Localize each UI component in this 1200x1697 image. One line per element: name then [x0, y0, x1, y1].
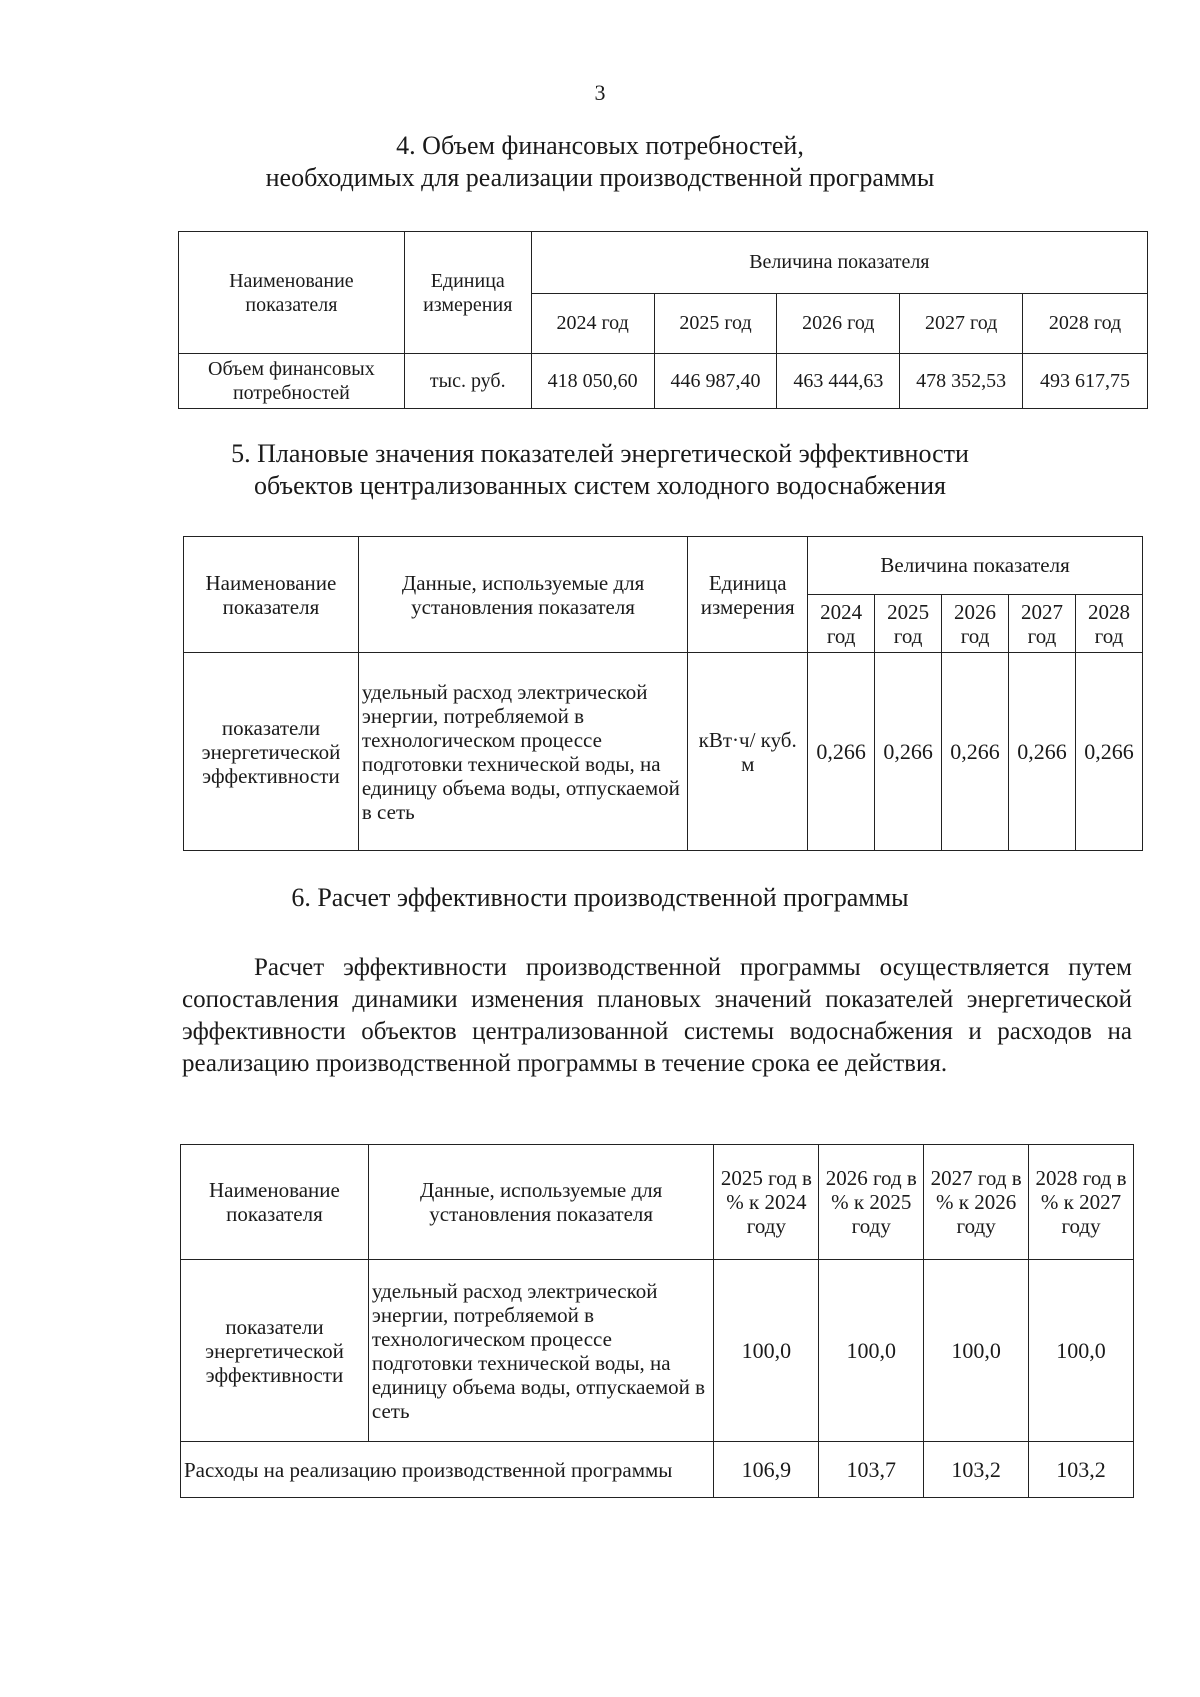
- year-header: 2024 год: [531, 294, 654, 354]
- value-cell: 100,0: [819, 1260, 924, 1442]
- year-header: 2025 год: [654, 294, 777, 354]
- value-cell: 0,266: [1075, 653, 1142, 851]
- row-name: показатели энергетической эффективности: [184, 653, 359, 851]
- header-unit: Единица измерения: [404, 232, 531, 354]
- period-header: 2028 год в % к 2027 году: [1029, 1145, 1134, 1260]
- row2-name: Расходы на реализацию производственной программы: [181, 1442, 714, 1498]
- row-data: удельный расход электрической энергии, потребляемой в технологическом процессе подготовки технической воды, на единицу объема воды, отпускаемой в сеть: [358, 653, 687, 851]
- value-cell: 463 444,63: [777, 354, 900, 409]
- section-6-title-line: 6. Расчет эффективности производственной программы: [291, 883, 909, 912]
- period-header: 2025 год в % к 2024 году: [714, 1145, 819, 1260]
- header-data: Данные, используемые для установления показателя: [368, 1145, 714, 1260]
- year-header: 2026 год: [942, 595, 1009, 653]
- section-4-title-line2: необходимых для реализации производственной программы: [265, 163, 935, 192]
- header-data: Данные, используемые для установления показателя: [358, 537, 687, 653]
- row1-name: показатели энергетической эффективности: [181, 1260, 369, 1442]
- section-5-title-line1: 5. Плановые значения показателей энергетической эффективности: [231, 439, 969, 468]
- header-name: Наименование показателя: [184, 537, 359, 653]
- header-name: Наименование показателя: [181, 1145, 369, 1260]
- row1-data: удельный расход электрической энергии, потребляемой в технологическом процессе подготовки технической воды, на единицу объема воды, отпускаемой в сеть: [368, 1260, 714, 1442]
- value-cell: 0,266: [1009, 653, 1076, 851]
- year-header: 2028 год: [1075, 595, 1142, 653]
- section-4-title-line1: 4. Объем финансовых потребностей,: [396, 131, 804, 160]
- financial-needs-table: [178, 231, 1148, 409]
- period-header: 2026 год в % к 2025 году: [819, 1145, 924, 1260]
- value-cell: 478 352,53: [900, 354, 1023, 409]
- row-name: Объем финансовых потребностей: [179, 354, 405, 409]
- value-cell: 418 050,60: [531, 354, 654, 409]
- page-number: 3: [594, 80, 606, 105]
- energy-efficiency-table: [183, 536, 1143, 851]
- value-cell: 100,0: [714, 1260, 819, 1442]
- year-header: 2027 год: [1009, 595, 1076, 653]
- section-5-title-line2: объектов централизованных систем холодного водоснабжения: [254, 471, 946, 500]
- value-cell: 0,266: [808, 653, 875, 851]
- section-6-title: [0, 882, 1200, 914]
- section-5-title: [0, 438, 1200, 502]
- efficiency-calculation-table: [180, 1144, 1134, 1498]
- value-cell: 100,0: [1029, 1260, 1134, 1442]
- year-header: 2024 год: [808, 595, 875, 653]
- value-cell: 493 617,75: [1023, 354, 1148, 409]
- value-cell: 106,9: [714, 1442, 819, 1498]
- year-header: 2025 год: [875, 595, 942, 653]
- value-cell: 0,266: [875, 653, 942, 851]
- header-value: Величина показателя: [531, 232, 1147, 294]
- year-header: 2027 год: [900, 294, 1023, 354]
- header-value: Величина показателя: [808, 537, 1143, 595]
- year-header: 2028 год: [1023, 294, 1148, 354]
- period-header: 2027 год в % к 2026 году: [924, 1145, 1029, 1260]
- header-name: Наименование показателя: [179, 232, 405, 354]
- header-unit: Единица измерения: [688, 537, 808, 653]
- value-cell: 103,2: [1029, 1442, 1134, 1498]
- row-unit: тыс. руб.: [404, 354, 531, 409]
- section-4-title: [0, 130, 1200, 194]
- value-cell: 446 987,40: [654, 354, 777, 409]
- value-cell: 103,2: [924, 1442, 1029, 1498]
- row-unit: кВт·ч/ куб. м: [688, 653, 808, 851]
- value-cell: 103,7: [819, 1442, 924, 1498]
- value-cell: 0,266: [942, 653, 1009, 851]
- section-6-paragraph: Расчет эффективности производственной программы осуществляется путем сопоставления динамики изменения плановых значений показателей энергетической эффективности объектов централизованной системы водоснабжения и расходов на реализацию производственной программы в течение срока ее действия.: [182, 954, 1132, 1077]
- value-cell: 100,0: [924, 1260, 1029, 1442]
- year-header: 2026 год: [777, 294, 900, 354]
